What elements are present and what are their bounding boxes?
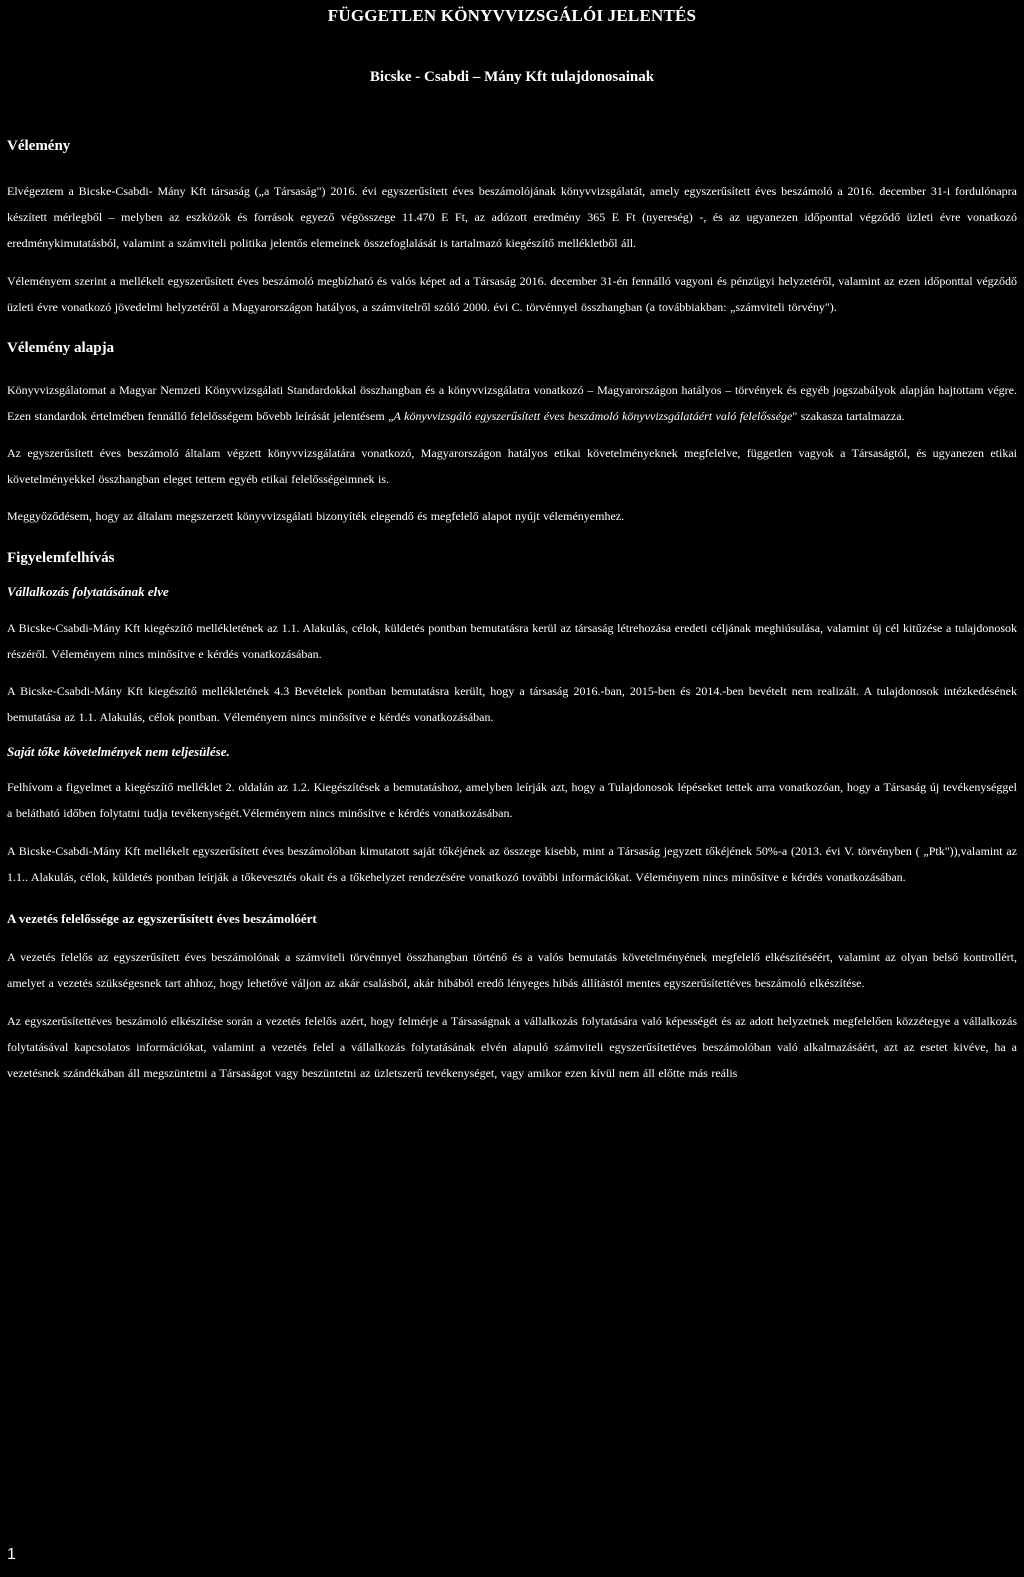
section-heading-basis: Vélemény alapja	[7, 340, 115, 356]
section-heading-management: A vezetés felelőssége az egyszerűsített éves beszámolóért	[7, 911, 317, 926]
emphasis-paragraph-4: A Bicske-Csabdi-Mány Kft mellékelt egyszerűsített éves beszámolóban kimutatott saját tőkéjének az összege kisebb, mint a Társaság jegyzett tőkéjének 50%-a (2013. évi V. törvényben ( „Ptk")),valamint az 1.1.. Alakulás, célok, küldetés pontban leírják a tőkevesztés okait és a tőkehelyzet rendezésére vonatkozó további információkat. Véleményem nincs minősítve e kérdés vonatkozásában.	[7, 844, 1017, 884]
emphasis-paragraph-1: A Bicske-Csabdi-Mány Kft kiegészítő mellékletének az 1.1. Alakulás, célok, küldetés pontban bemutatásra kerül az társaság létrehozása eredeti céljának meghiúsulása, valamint új cél kitűzése a tulajdonosok részéről. Véleményem nincs minősítve e kérdés vonatkozásában.	[7, 621, 1017, 661]
opinion-paragraph-2: Véleményem szerint a mellékelt egyszerűsített éves beszámoló megbízható és valós képet ad a Társaság 2016. december 31-én fennálló vagyoni és pénzügyi helyzetéről, valamint az ezen időponttal végződő üzleti évre vonatkozó jövedelmi helyzetéről a Magyarországon hatályos, a számvitelről szóló 2000. évi C. törvénnyel összhangban (a továbbiakban: „számviteli törvény").	[7, 274, 1017, 314]
subheading-equity: Saját tőke követelmények nem teljesülése.	[7, 744, 230, 759]
subheading-going-concern: Vállalkozás folytatásának elve	[7, 584, 169, 599]
basis-paragraph-1-italic: A könyvvizsgáló egyszerűsített éves beszámoló könyvvizsgálatáért való felelőssége	[393, 409, 793, 423]
document-addressee: Bicske - Csabdi – Mány Kft tulajdonosainak	[369, 69, 655, 85]
document-title: FÜGGETLEN KÖNYVVIZSGÁLÓI JELENTÉS	[327, 6, 697, 25]
management-paragraph-1: A vezetés felelős az egyszerűsített éves beszámolónak a számviteli törvénnyel összhangban történő és a valós bemutatás követelményének megfelelő elkészítéséért, valamint az olyan belső kontrollért, amelyet a vezetés szükségesnek tart ahhoz, hogy lehetővé váljon az akár csalásból, akár hibából eredő lényeges hibás állítástól mentes egyszerűsítettéves beszámoló elkészítése.	[7, 950, 1017, 990]
section-heading-opinion: Vélemény	[7, 138, 71, 154]
opinion-paragraph-1: Elvégeztem a Bicske-Csabdi- Mány Kft társaság („a Társaság") 2016. évi egyszerűsített éves beszámolójának könyvvizsgálatát, amely egyszerűsített éves beszámoló a 2016. december 31-i fordulónapra készített mérlegből – melyben az eszközök és források egyező végösszege 11.470 E Ft, az adózott eredmény 365 E Ft (nyereség) -, és az ugyanezen időponttal végződő üzleti évre vonatkozó eredménykimutatásból, valamint a számviteli politika jelentős elemeinek összefoglalását is tartalmazó kiegészítő mellékletből áll.	[7, 184, 1017, 250]
basis-paragraph-1-text-b: " szakasza tartalmazza.	[792, 409, 905, 423]
basis-paragraph-1-text-a: Könyvvizsgálatomat a Magyar Nemzeti Könyvvizsgálati Standardokkal összhangban és a könyvvizsgálatra vonatkozó – Magyarországon hatályos – törvények és egyéb jogszabályok alapján hajtottam végre. Ezen standardok értelmében fennálló felelősségem bővebb leírását jelentésem „	[7, 383, 1017, 423]
emphasis-paragraph-3: Felhívom a figyelmet a kiegészítő melléklet 2. oldalán az 1.2. Kiegészítések a bemutatáshoz, amelyben leírják azt, hogy a Tulajdonosok lépéseket tettek arra vonatkozóan, hogy a Társaság új tevékenységgel a belátható időben folytatni tudja tevékenységét.Véleményem nincs minősítve e kérdés vonatkozásában.	[7, 780, 1017, 820]
basis-paragraph-3: Meggyőződésem, hogy az általam megszerzett könyvvizsgálati bizonyíték elegendő és megfelelő alapot nyújt véleményemhez.	[7, 509, 625, 523]
basis-paragraph-2: Az egyszerűsített éves beszámoló általam végzett könyvvizsgálatára vonatkozó, Magyarországon hatályos etikai követelményeknek megfelelve, független vagyok a Társaságtól, és ugyanezen etikai követelményekkel összhangban eleget tettem egyéb etikai felelősségeimnek is.	[7, 446, 1017, 486]
section-heading-emphasis: Figyelemfelhívás	[7, 550, 115, 566]
page-number: 1	[7, 1546, 16, 1563]
basis-paragraph-1	[7, 377, 1017, 429]
emphasis-paragraph-2: A Bicske-Csabdi-Mány Kft kiegészítő mellékletének 4.3 Bevételek pontban bemutatásra került, hogy a társaság 2016.-ban, 2015-ben és 2014.-ben bevételt nem realizált. A tulajdonosok intézkedésének bemutatása az 1.1. Alakulás, célok pontban. Véleményem nincs minősítve e kérdés vonatkozásában.	[7, 684, 1017, 724]
management-paragraph-2: Az egyszerűsítettéves beszámoló elkészítése során a vezetés felelős azért, hogy felmérje a Társaságnak a vállalkozás folytatására való képességét és az adott helyzetnek megfelelően közzétegye a vállalkozás folytatásával kapcsolatos információkat, valamint a vezetés felel a vállalkozás folytatásának elvén alapuló számviteli egyszerűsítettéves beszámolóban való alkalmazásáért, azt az esetet kivéve, ha a vezetésnek szándékában áll megszüntetni a Társaságot vagy beszüntetni az üzletszerű tevékenységet, vagy amikor ezen kívül nem áll előtte más reális	[7, 1014, 1017, 1080]
